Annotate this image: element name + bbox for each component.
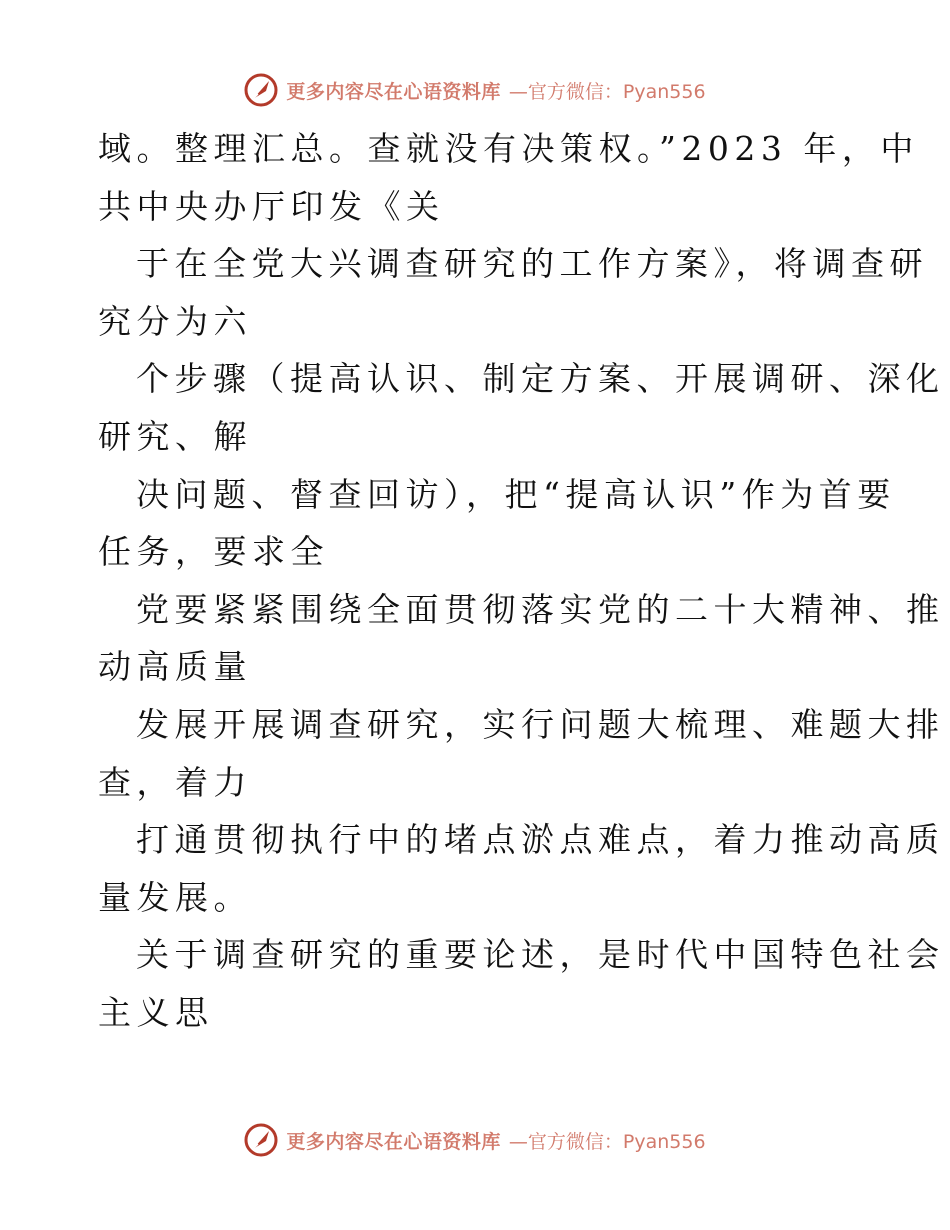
watermark-contact: —官方微信：Pyan556 — [508, 1130, 706, 1153]
text-line: 个步骤（提高认识、制定方案、开展调研、深化 — [136, 359, 945, 399]
text-line: 查，着力 — [98, 762, 252, 802]
text-line: 发展开展调查研究，实行问题大梳理、难题大排 — [136, 704, 945, 744]
text-line: 任务，要求全 — [98, 532, 329, 572]
footer-watermark — [0, 1120, 950, 1160]
text-line: 域。整理汇总。查就没有决策权。”2023 年，中 — [98, 129, 919, 168]
text-line: 于在全党大兴调查研究的工作方案》，将调查研 — [136, 244, 928, 284]
document-body — [98, 120, 945, 1042]
text-line: 动高质量 — [98, 647, 252, 687]
feather-pen-logo-icon — [244, 1123, 278, 1157]
watermark-contact: —官方微信：Pyan556 — [508, 80, 706, 103]
text-line: 究分为六 — [98, 301, 252, 341]
text-line: 关于调查研究的重要论述，是时代中国特色社会 — [136, 935, 945, 975]
watermark-text: 更多内容尽在心语资料库 — [286, 1130, 501, 1153]
text-line: 共中央办厅印发《关 — [98, 186, 445, 226]
text-line: 党要紧紧围绕全面贯彻落实党的二十大精神、推 — [136, 589, 945, 629]
text-line: 打通贯彻执行中的堵点淤点难点，着力推动高质 — [136, 820, 945, 860]
text-line: 主义思 — [98, 992, 214, 1032]
text-line: 研究、解 — [98, 416, 252, 456]
watermark-text: 更多内容尽在心语资料库 — [286, 80, 501, 103]
feather-pen-logo-icon — [244, 73, 278, 107]
header-watermark — [0, 70, 950, 110]
text-line: 决问题、督查回访），把“提高认识”作为首要 — [136, 474, 896, 514]
text-line: 量发展。 — [98, 877, 252, 917]
